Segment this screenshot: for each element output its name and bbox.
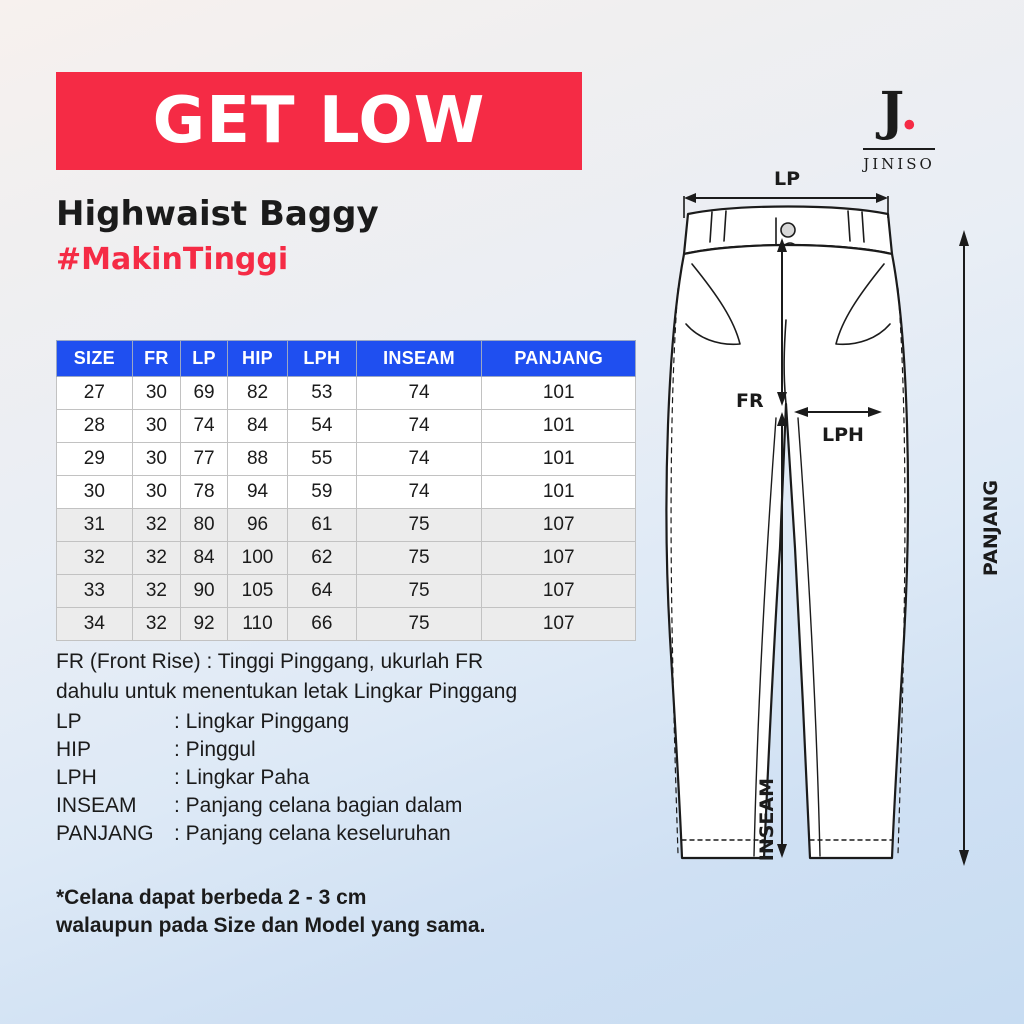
table-row [57,608,636,641]
cell-fr: 30 [132,476,180,509]
cell-size: 34 [57,608,133,641]
logo-monogram [879,81,919,142]
cell-lp: 92 [181,608,228,641]
cell-size: 29 [57,443,133,476]
legend-key: HIP [56,738,92,761]
column-header-panjang: PANJANG [482,341,636,377]
column-header-hip: HIP [227,341,287,377]
measurement-legend [56,648,656,848]
cell-hip: 105 [227,575,287,608]
cell-fr: 30 [132,377,180,410]
legend-value: : Panjang celana bagian dalam [174,794,463,817]
cell-fr: 30 [132,443,180,476]
cell-panjang: 107 [482,608,636,641]
legend-value: : Panjang celana keseluruhan [174,822,451,845]
table-head [57,341,636,377]
cell-hip: 96 [227,509,287,542]
logo-wordmark: JINISO [863,155,935,173]
cell-lph: 55 [288,443,357,476]
column-header-fr: FR [132,341,180,377]
headline-banner [56,72,582,170]
cell-lp: 80 [181,509,228,542]
cell-lp: 69 [181,377,228,410]
logo-divider [863,148,935,150]
column-header-inseam: INSEAM [356,341,482,377]
legend-key: PANJANG [56,822,154,845]
cell-lph: 62 [288,542,357,575]
table-row [57,377,636,410]
legend-key: INSEAM [56,794,137,817]
cell-size: 28 [57,410,133,443]
legend-item [56,736,656,764]
size-chart-table [56,340,636,641]
table-row [57,575,636,608]
legend-item [56,820,656,848]
cell-inseam: 74 [356,476,482,509]
cell-size: 32 [57,542,133,575]
cell-panjang: 107 [482,542,636,575]
cell-panjang: 101 [482,476,636,509]
cell-lp: 90 [181,575,228,608]
cell-panjang: 107 [482,509,636,542]
cell-size: 27 [57,377,133,410]
jeans-technical-drawing [648,168,1024,908]
left-header-block [56,72,656,277]
cell-hip: 82 [227,377,287,410]
disclaimer-note [56,884,656,940]
cell-fr: 32 [132,542,180,575]
legend-key: LPH [56,766,97,789]
legend-item [56,708,656,736]
cell-inseam: 74 [356,377,482,410]
headline-text: GET LOW [152,84,486,158]
cell-lp: 74 [181,410,228,443]
cell-fr: 30 [132,410,180,443]
label-lp: LP [774,168,801,190]
note-line-2: walaupun pada Size dan Model yang sama. [56,914,486,937]
table-body [57,377,636,641]
legend-value: : Lingkar Pinggang [174,710,350,733]
cell-inseam: 75 [356,542,482,575]
label-panjang: PANJANG [980,480,1002,577]
label-lph: LPH [822,424,864,446]
cell-panjang: 101 [482,443,636,476]
product-subtitle: Highwaist Baggy [56,194,379,234]
cell-hip: 88 [227,443,287,476]
cell-lp: 77 [181,443,228,476]
column-header-size: SIZE [57,341,133,377]
logo-letter: J [879,81,901,142]
cell-panjang: 107 [482,575,636,608]
cell-lph: 64 [288,575,357,608]
cell-inseam: 74 [356,443,482,476]
table-row [57,509,636,542]
cell-inseam: 74 [356,410,482,443]
cell-hip: 110 [227,608,287,641]
legend-value: : Lingkar Paha [174,766,310,789]
cell-size: 33 [57,575,133,608]
cell-lph: 66 [288,608,357,641]
legend-key: LP [56,710,82,733]
cell-hip: 84 [227,410,287,443]
cell-lph: 54 [288,410,357,443]
cell-panjang: 101 [482,377,636,410]
column-header-lp: LP [181,341,228,377]
table-row [57,476,636,509]
cell-size: 30 [57,476,133,509]
cell-size: 31 [57,509,133,542]
legend-lead-line-1: FR (Front Rise) : Tinggi Pinggang, ukurlah FR [56,650,484,673]
cell-lph: 59 [288,476,357,509]
logo-dot: . [900,81,919,142]
cell-hip: 94 [227,476,287,509]
brand-logo [844,81,954,173]
legend-item [56,792,656,820]
cell-hip: 100 [227,542,287,575]
cell-inseam: 75 [356,509,482,542]
label-inseam: INSEAM [756,778,778,862]
cell-panjang: 101 [482,410,636,443]
cell-lph: 61 [288,509,357,542]
cell-inseam: 75 [356,575,482,608]
campaign-hashtag: #MakinTinggi [56,242,289,277]
jeans-illustration-svg [648,168,1024,908]
table-header-row [57,341,636,377]
column-header-lph: LPH [288,341,357,377]
table-row [57,410,636,443]
legend-value: : Pinggul [174,738,256,761]
cell-fr: 32 [132,608,180,641]
cell-fr: 32 [132,575,180,608]
cell-lp: 78 [181,476,228,509]
cell-inseam: 75 [356,608,482,641]
table-row [57,443,636,476]
note-line-1: *Celana dapat berbeda 2 - 3 cm [56,886,367,909]
cell-lp: 84 [181,542,228,575]
table-row [57,542,636,575]
cell-fr: 32 [132,509,180,542]
legend-lead-line-2: dahulu untuk menentukan letak Lingkar Pinggang [56,680,518,703]
label-fr: FR [736,390,764,412]
legend-item [56,764,656,792]
cell-lph: 53 [288,377,357,410]
